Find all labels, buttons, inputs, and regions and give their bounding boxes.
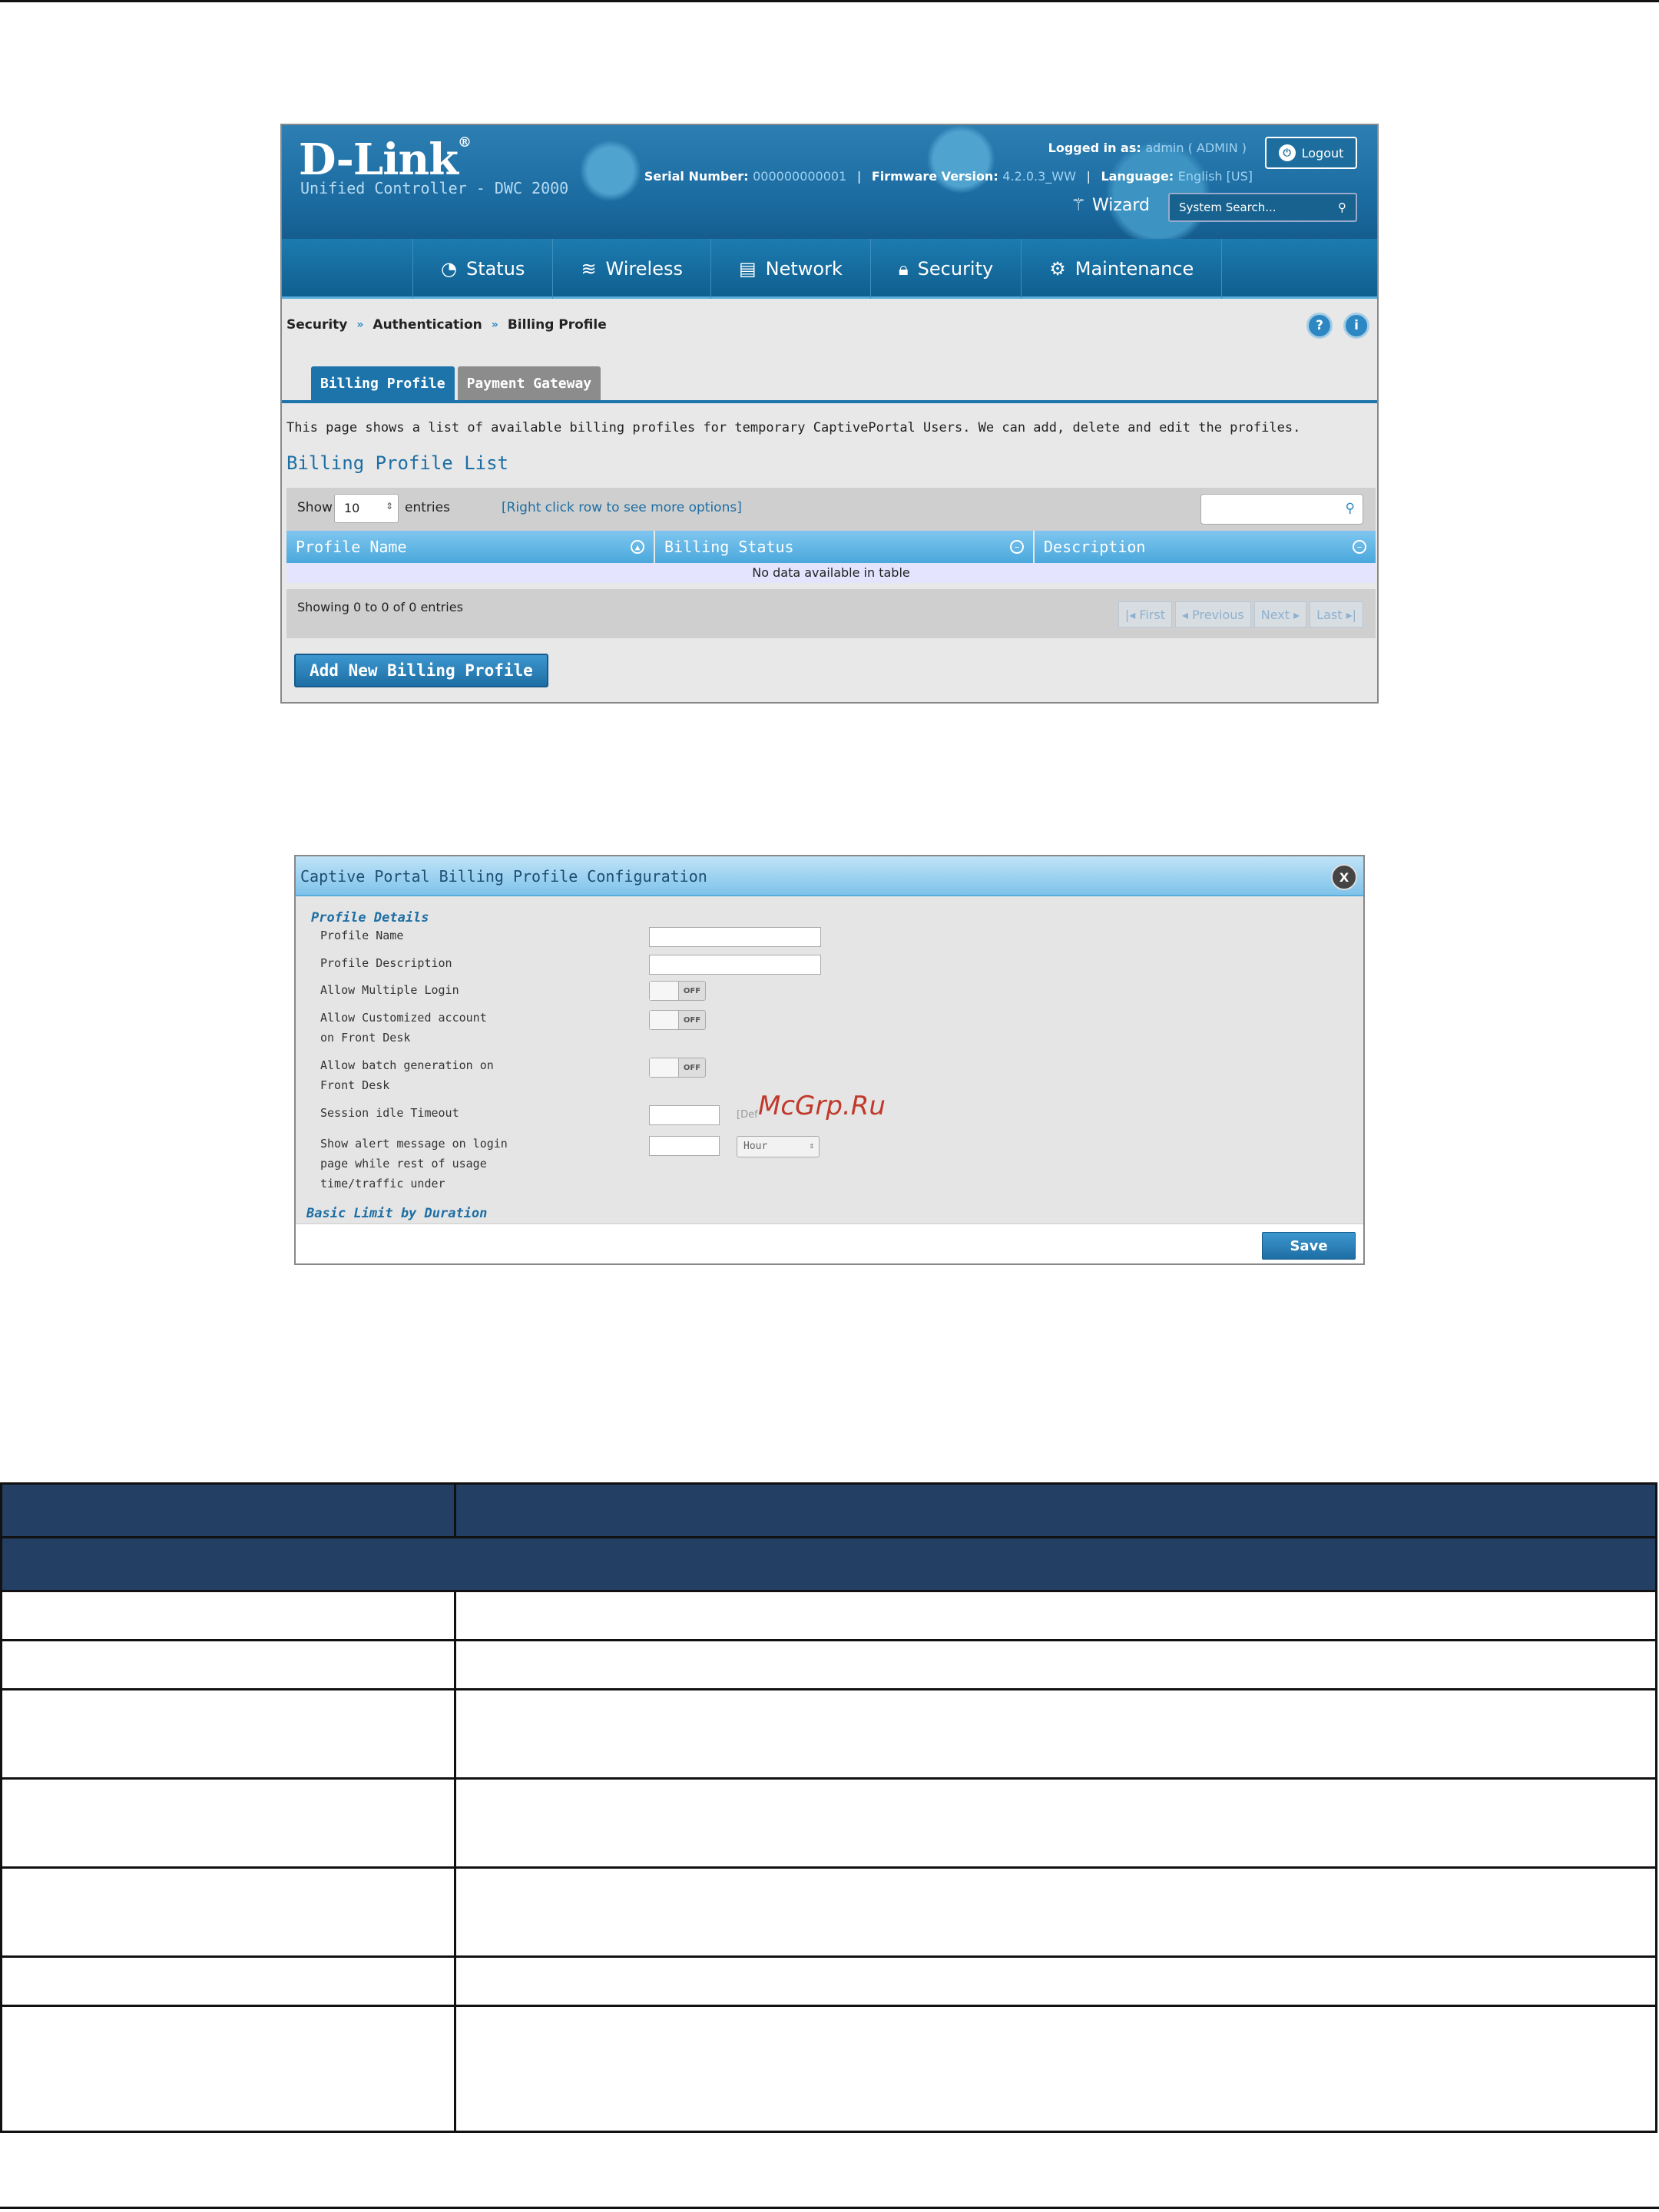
breadcrumb-authentication[interactable]: Authentication: [373, 317, 482, 333]
magic-wand-icon: ⚚: [1071, 196, 1086, 215]
gear-icon: ⚙: [1049, 258, 1066, 280]
label-allow-batch: Allow batch generation on Front Desk: [320, 1058, 494, 1092]
next-icon: ▸: [1293, 607, 1300, 622]
alert-value-input[interactable]: [649, 1136, 720, 1156]
tab-divider: [282, 400, 1377, 403]
system-info: Serial Number: 000000000001 | Firmware Version: 4.2.0.3_WW | Language: English [US]: [644, 169, 1253, 184]
add-billing-profile-button[interactable]: Add New Billing Profile: [294, 654, 548, 687]
showing-count: Showing 0 to 0 of 0 entries: [297, 600, 463, 614]
prev-icon: ◂: [1182, 607, 1189, 622]
entries-select[interactable]: 10 ⇕: [334, 494, 399, 523]
serial-number: 000000000001: [753, 169, 847, 184]
table-section-row: [2, 1538, 1657, 1591]
first-page-button[interactable]: |◂ First: [1118, 601, 1172, 628]
page-description: This page shows a list of available billing profiles for temporary CaptivePortal Users. We can add, delete and edit the profiles.: [286, 420, 1301, 435]
system-search-input[interactable]: System Search... ⚲: [1168, 193, 1357, 222]
label-allow-customized: Allow Customized account on Front Desk: [320, 1011, 487, 1045]
lock-icon: 🔒︎: [898, 258, 909, 280]
nav-network[interactable]: ▤ Network: [710, 239, 870, 299]
table-row: [2, 1591, 1657, 1641]
table-row: [2, 1957, 1657, 2006]
top-rule: [0, 0, 1659, 2]
bottom-rule: [0, 2207, 1659, 2209]
help-icon[interactable]: ?: [1306, 313, 1333, 339]
search-icon: ⚲: [1345, 501, 1355, 516]
wifi-icon: ≋: [581, 258, 597, 280]
allow-batch-toggle[interactable]: OFF: [649, 1058, 706, 1078]
profile-description-input[interactable]: [649, 955, 821, 975]
table-row: [2, 1641, 1657, 1690]
product-subtitle: Unified Controller - DWC 2000: [300, 179, 569, 197]
section-basic-limit: Basic Limit by Duration: [306, 1206, 488, 1221]
breadcrumb: [286, 317, 607, 333]
chevron-right-icon: »: [491, 319, 498, 331]
field-description-table: [0, 1482, 1657, 2133]
table-toolbar: [286, 488, 1376, 531]
first-icon: |◂: [1124, 607, 1136, 622]
label-profile-description: Profile Description: [320, 956, 452, 970]
label-allow-multiple-login: Allow Multiple Login: [320, 983, 459, 997]
language-select[interactable]: English [US]: [1177, 169, 1253, 184]
billing-profile-screenshot: [280, 124, 1379, 704]
show-label: Show: [297, 500, 333, 515]
table-header-row: [2, 1484, 1657, 1538]
list-title: Billing Profile List: [286, 452, 508, 474]
dlink-logo: D-Link®: [299, 134, 472, 185]
tab-billing-profile[interactable]: Billing Profile: [311, 366, 455, 400]
main-nav: [282, 239, 1377, 299]
login-info: Logged in as: admin ( ADMIN ): [1048, 141, 1247, 155]
tab-payment-gateway[interactable]: Payment Gateway: [458, 366, 601, 400]
tab-bar: [311, 366, 601, 400]
col-billing-status[interactable]: Billing Status −: [655, 531, 1035, 563]
table-header: [286, 531, 1376, 563]
next-page-button[interactable]: Next ▸: [1254, 601, 1306, 628]
close-icon[interactable]: X: [1331, 864, 1357, 890]
last-page-button[interactable]: Last ▸|: [1310, 601, 1363, 628]
label-profile-name: Profile Name: [320, 929, 404, 942]
table-row: [2, 1779, 1657, 1868]
table-row: [2, 2006, 1657, 2132]
col-profile-name[interactable]: Profile Name ▲: [286, 531, 655, 563]
empty-table-message: No data available in table: [286, 563, 1376, 583]
nav-wireless[interactable]: ≋ Wireless: [552, 239, 710, 299]
watermark: McGrp.Ru: [758, 1091, 886, 1121]
label-session-idle-timeout: Session idle Timeout: [320, 1106, 459, 1120]
search-icon: ⚲: [1338, 200, 1346, 214]
profile-name-input[interactable]: [649, 927, 821, 947]
label-show-alert: Show alert message on login page while rest of usage time/traffic under: [320, 1137, 508, 1190]
updown-icon: ⇕: [809, 1141, 814, 1151]
entries-label: entries: [405, 500, 450, 515]
table-row: [2, 1868, 1657, 1957]
power-icon: ⏻: [1279, 144, 1296, 161]
firmware-version: 4.2.0.3_WW: [1002, 169, 1076, 184]
sort-up-icon: ▲: [631, 540, 644, 554]
previous-page-button[interactable]: ◂ Previous: [1175, 601, 1251, 628]
pagination: [1118, 601, 1363, 628]
allow-multiple-login-toggle[interactable]: OFF: [649, 981, 706, 1001]
right-click-hint: [Right click row to see more options]: [502, 500, 742, 515]
alert-unit-select[interactable]: Hour ⇕: [737, 1136, 820, 1157]
nav-security[interactable]: 🔒︎ Security: [870, 239, 1021, 299]
info-icon[interactable]: i: [1343, 313, 1369, 339]
chevron-right-icon: »: [356, 319, 364, 331]
wizard-link[interactable]: ⚚ Wizard: [1071, 196, 1150, 215]
table-row: [2, 1690, 1657, 1779]
sort-icon: −: [1353, 540, 1366, 554]
help-buttons: [1306, 313, 1369, 339]
updown-icon: ⇕: [385, 501, 393, 512]
nav-maintenance[interactable]: ⚙ Maintenance: [1021, 239, 1222, 299]
breadcrumb-security[interactable]: Security: [286, 317, 348, 333]
logged-user: admin ( ADMIN ): [1145, 141, 1247, 155]
allow-customized-toggle[interactable]: OFF: [649, 1010, 706, 1030]
dialog-title: Captive Portal Billing Profile Configuration: [300, 867, 707, 886]
nav-status[interactable]: ◔ Status: [412, 239, 552, 299]
app-header: [282, 125, 1377, 239]
table-footer: [286, 589, 1376, 638]
dialog-footer: [296, 1224, 1363, 1265]
section-profile-details: Profile Details: [311, 910, 429, 926]
logout-button[interactable]: ⏻ Logout: [1265, 137, 1357, 169]
table-search-input[interactable]: [1200, 494, 1363, 525]
save-button[interactable]: Save: [1262, 1232, 1356, 1260]
default-hint: [Def: [737, 1109, 758, 1121]
session-idle-timeout-input[interactable]: [649, 1105, 720, 1125]
gauge-icon: ◔: [441, 258, 457, 280]
col-description[interactable]: Description −: [1035, 531, 1376, 563]
breadcrumb-billing-profile: Billing Profile: [507, 317, 607, 333]
billing-profile-dialog: [294, 855, 1365, 1265]
last-icon: ▸|: [1346, 607, 1356, 622]
network-icon: ▤: [738, 258, 757, 280]
sort-icon: −: [1010, 540, 1024, 554]
dialog-titlebar: [296, 856, 1363, 896]
